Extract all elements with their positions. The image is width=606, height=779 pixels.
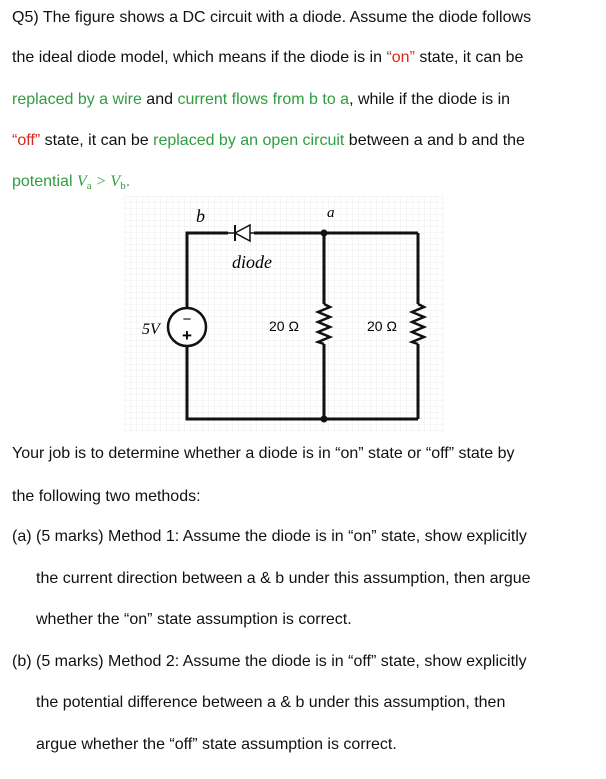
node-a-dot [321,230,328,237]
question-text: between a and b and the [344,132,525,149]
current-phrase: current flows from b to a [177,91,350,108]
question-text: state, it can be [40,132,154,149]
va-symbol: $V_a$ [76,173,92,192]
greater-than: > [91,173,111,190]
source-label: 5V [142,321,160,338]
wire-phrase: replaced by a wire [12,91,142,108]
part-b-line-3: argue whether the “off” state assumption is correct. [36,736,397,753]
question-text: the ideal diode model, which means if the diode is in [12,49,387,66]
on-term: “on” [386,49,415,66]
question-text: Q5) The figure shows a DC circuit with a diode. Assume the diode follows [12,9,532,26]
source-minus-sign: − [182,311,192,328]
period: . [125,173,131,190]
part-a-line-1: (a) (5 marks) Method 1: Assume the diode is in “on” state, show explicitly [12,528,527,545]
question-line-2 [12,48,523,68]
bottom-junction-dot [321,416,328,423]
task-intro-line-1: Your job is to determine whether a diode is in “on” state or “off” state by [12,445,515,462]
question-line-1 [12,8,531,28]
resistor-1-label: 20 Ω [269,318,299,334]
part-a-line-2: the current direction between a & b under this assumption, then argue [36,570,531,587]
node-a-label: a [327,205,335,221]
part-a-line-3: whether the “on” state assumption is correct. [36,611,352,628]
resistor-2-label: 20 Ω [367,318,397,334]
question-text: and [141,91,178,108]
question-text: , while if the diode is in [349,91,511,108]
question-line-5 [12,172,130,196]
node-b-label: b [196,206,205,226]
task-intro-line-2: the following two methods: [12,488,201,505]
question-line-3 [12,90,510,110]
diode-label: diode [232,252,272,272]
part-b-line-1: (b) (5 marks) Method 2: Assume the diode is in “off” state, show explicitly [12,653,527,670]
question-text: state, it can be [414,49,524,66]
vb-symbol: $V_b$ [110,173,126,192]
off-term: “off” [12,132,41,149]
potential-word: potential [12,173,77,190]
question-line-4 [12,131,525,151]
circuit-diagram [124,196,444,432]
part-b-line-2: the potential difference between a & b under this assumption, then [36,694,506,711]
open-circuit-phrase: replaced by an open circuit [153,132,345,149]
source-plus-sign: + [182,326,192,345]
